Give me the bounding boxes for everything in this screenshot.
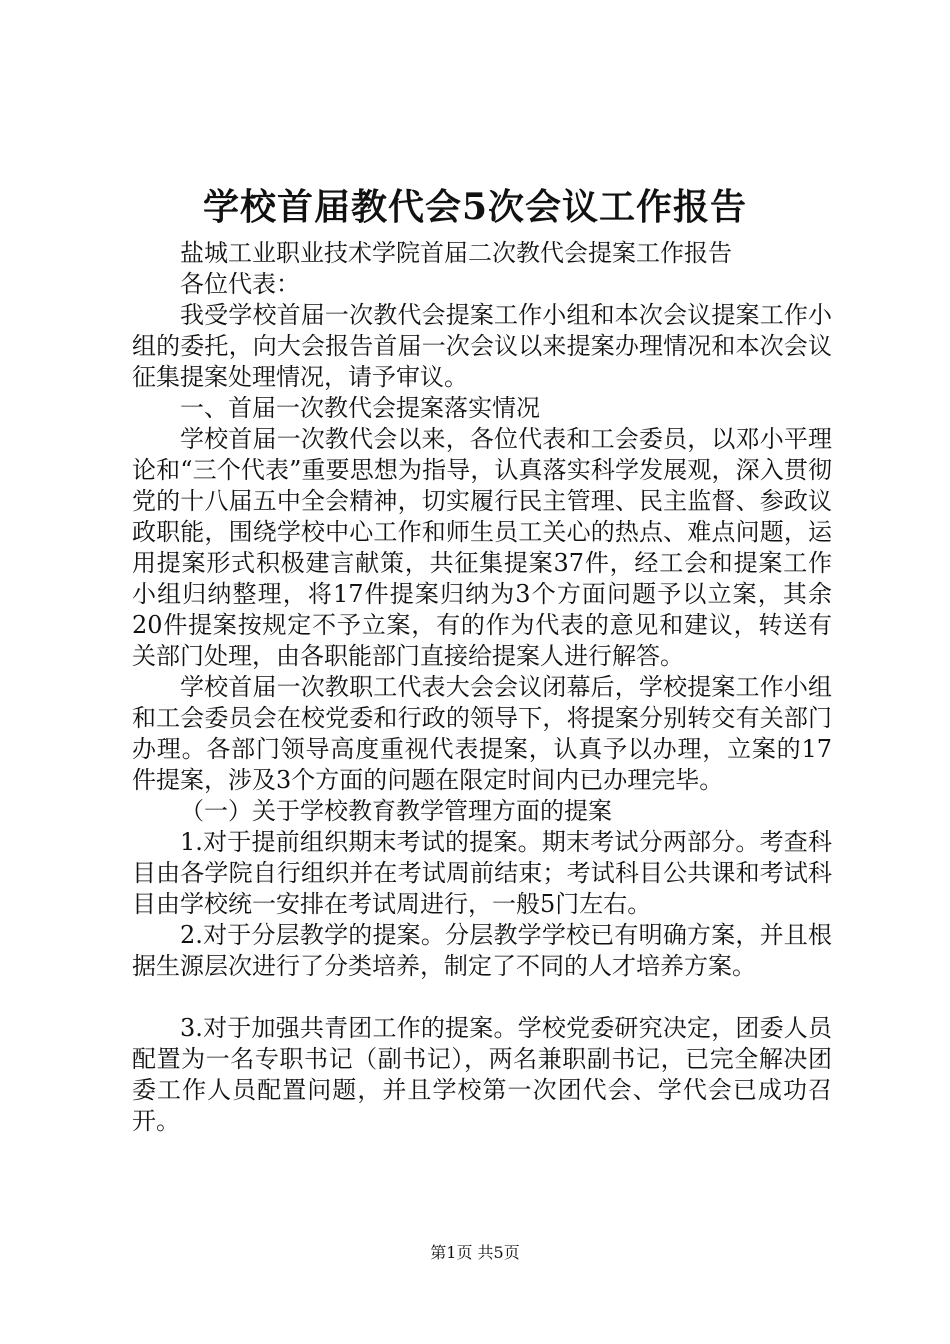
page-number-footer: 第1页 共5页 [430,1243,520,1262]
list-item-3: 3.对于加强共青团工作的提案。学校党委研究决定，团委人员配置为一名专职书记（副书记），两名兼职副书记，已完全解决团委工作人员配置问题，并且学校第一次团代会、学代会已成功召开。 [132,1014,832,1135]
list-item-2: 2.对于分层教学的提案。分层教学学校已有明确方案，并且根据生源层次进行了分类培养，制定了不同的人才培养方案。 [132,921,832,980]
paragraph-subtitle: 盐城工业职业技术学院首届二次教代会提案工作报告 [180,239,732,267]
list-item-1: 1.对于提前组织期末考试的提案。期末考试分两部分。考查科目由各学院自行组织并在考试周前结束；考试科目公共课和考试科目由学校统一安排在考试周进行，一般5门左右。 [132,828,832,918]
section-heading-1: 一、首届一次教代会提案落实情况 [180,394,540,422]
subsection-heading-1: （一）关于学校教育教学管理方面的提案 [180,797,612,825]
paragraph-intro: 我受学校首届一次教代会提案工作小组和本次会议提案工作小组的委托，向大会报告首届一次会议以来提案办理情况和本次会议征集提案处理情况，请予审议。 [132,301,832,391]
paragraph-section1-body: 学校首届一次教代会以来，各位代表和工会委员，以邓小平理论和“三个代表”重要思想为指导，认真落实科学发展观，深入贯彻党的十八届五中全会精神，切实履行民主管理、民主监督、参政议政职能，围绕学校中心工作和师生员工关心的热点、难点问题，运用提案形式积极建言献策，共征集提案37件，经工会和提案工作小组归纳整理，将17件提案归纳为3个方面问题予以立案，其余20件提案按规定不予立案，有的作为代表的意见和建议，转送有关部门处理，由各职能部门直接给提案人进行解答。 [132,425,832,670]
paragraph-salutation: 各位代表： [180,270,300,298]
document-body [132,238,832,1137]
paragraph-section1-followup: 学校首届一次教职工代表大会会议闭幕后，学校提案工作小组和工会委员会在校党委和行政的领导下，将提案分别转交有关部门办理。各部门领导高度重视代表提案，认真予以办理，立案的17件提案，涉及3个方面的问题在限定时间内已办理完毕。 [132,673,832,794]
document-title: 学校首届教代会5次会议工作报告 [202,186,748,228]
